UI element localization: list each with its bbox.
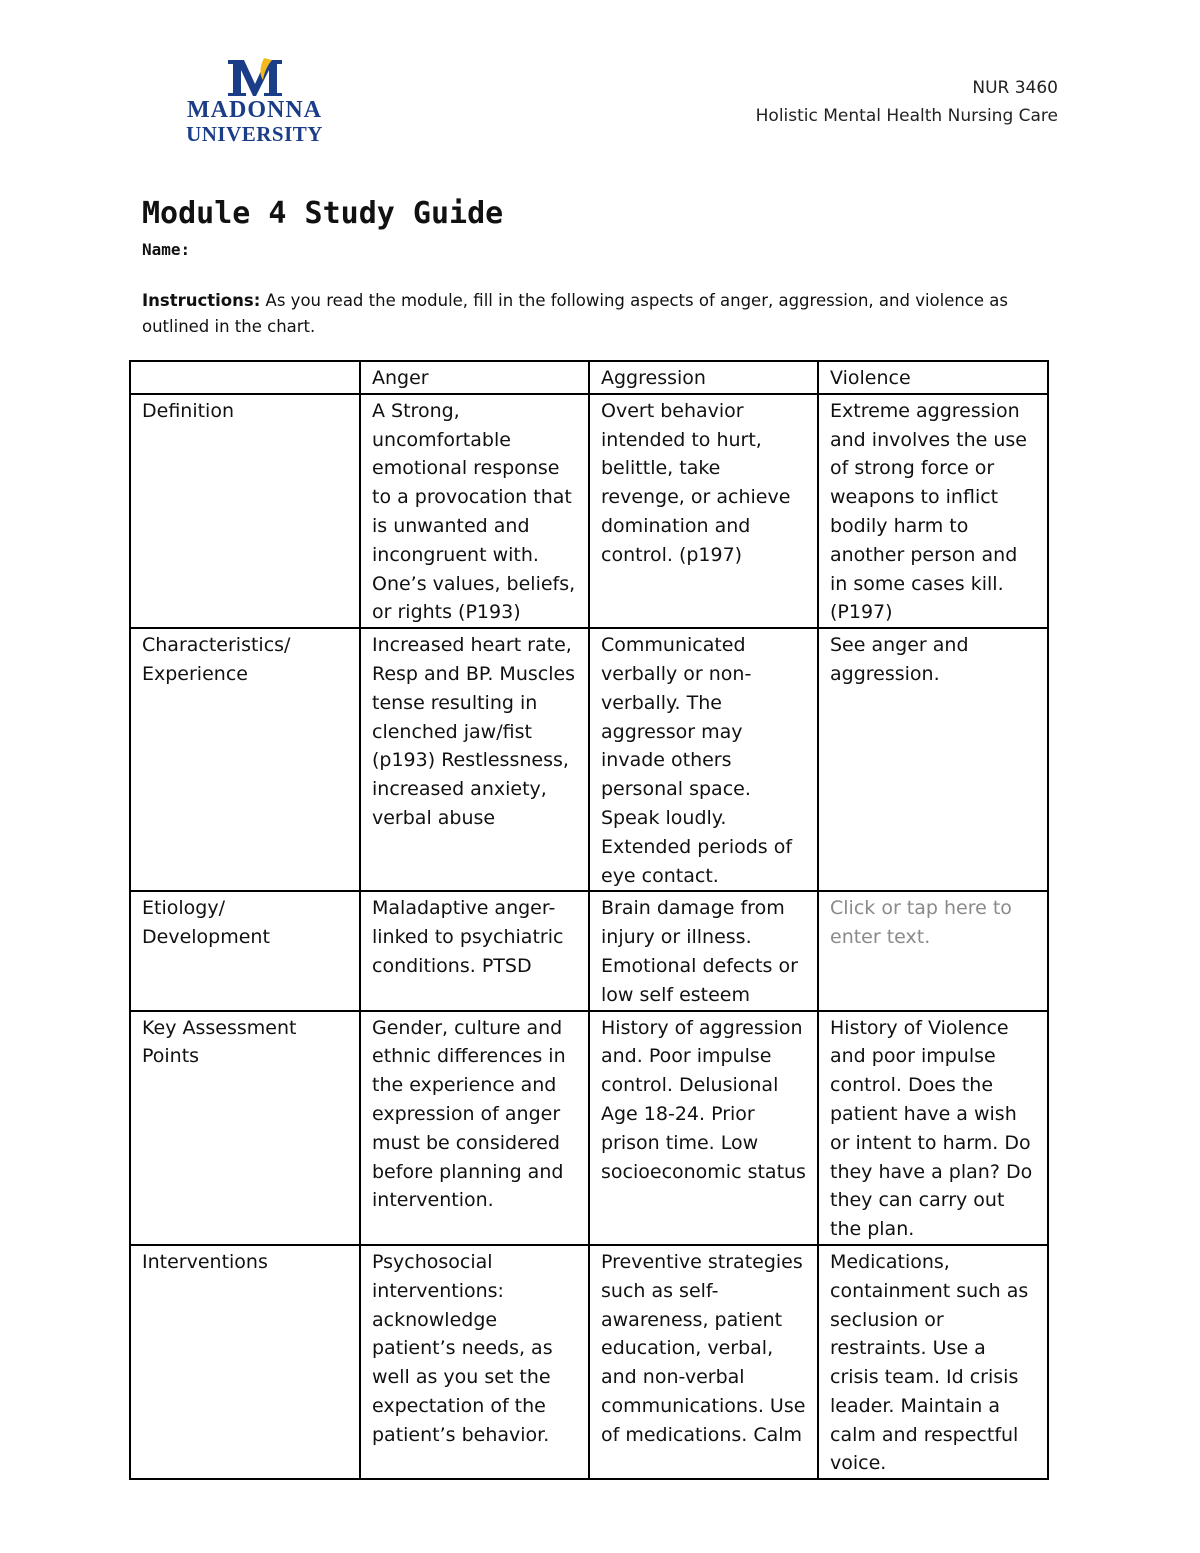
cell-aggression[interactable]: Communicated verbally or non-verbally. The aggressor may invade others personal space. Speak loudly. Extended periods of eye contact. [589, 628, 818, 891]
row-label: Interventions [130, 1245, 360, 1479]
cell-violence[interactable]: Extreme aggression and involves the use of strong force or weapons to inflict bodily harm to another person and in some cases kill. (P197) [818, 394, 1048, 628]
course-header [756, 74, 1058, 130]
table-row-key-assessment [130, 1011, 1048, 1245]
cell-anger[interactable]: Maladaptive anger-linked to psychiatric conditions. PTSD [360, 891, 589, 1010]
cell-anger[interactable]: Psychosocial interventions: acknowledge patient’s needs, as well as you set the expectation of the patient’s behavior. [360, 1245, 589, 1479]
cell-violence[interactable]: See anger and aggression. [818, 628, 1048, 891]
table-row-definition [130, 394, 1048, 628]
page-title: Module 4 Study Guide [142, 196, 504, 231]
instructions-label: Instructions: [142, 291, 261, 310]
cell-anger[interactable]: A Strong, uncomfortable emotional response to a provocation that is unwanted and incongruent with. One’s values, beliefs, or rights (P193) [360, 394, 589, 628]
course-name: Holistic Mental Health Nursing Care [755, 106, 1058, 126]
header-cell-aggression: Aggression [589, 361, 818, 394]
cell-anger[interactable]: Gender, culture and ethnic differences in the experience and expression of anger must be considered before planning and intervention. [360, 1011, 589, 1245]
header-cell-anger: Anger [360, 361, 589, 394]
cell-violence-placeholder[interactable]: Click or tap here to enter text. [818, 891, 1048, 1010]
row-label: Definition [130, 394, 360, 628]
logo-word-university: UNIVERSITY [186, 122, 323, 146]
cell-anger[interactable]: Increased heart rate, Resp and BP. Muscles tense resulting in clenched jaw/fist (p193) Restlessness, increased anxiety, verbal abuse [360, 628, 589, 891]
cell-aggression[interactable]: History of aggression and. Poor impulse control. Delusional Age 18-24. Prior prison time. Low socioeconomic status [589, 1011, 818, 1245]
row-label: Etiology/ Development [130, 891, 360, 1010]
table-row-characteristics [130, 628, 1048, 891]
table-row-etiology [130, 891, 1048, 1010]
instructions [142, 288, 1052, 340]
cell-aggression[interactable]: Brain damage from injury or illness. Emotional defects or low self esteem [589, 891, 818, 1010]
header-cell-violence: Violence [818, 361, 1048, 394]
cell-aggression[interactable]: Overt behavior intended to hurt, belittle, take revenge, or achieve domination and control. (p197) [589, 394, 818, 628]
table-row-interventions [130, 1245, 1048, 1479]
cell-violence[interactable]: History of Violence and poor impulse control. Does the patient have a wish or intent to harm. Do they have a plan? Do they can carry out the plan. [818, 1011, 1048, 1245]
university-logo [172, 56, 337, 148]
row-label: Characteristics/ Experience [130, 628, 360, 891]
cell-aggression[interactable]: Preventive strategies such as self-awareness, patient education, verbal, and non-verbal communications. Use of medications. Calm [589, 1245, 818, 1479]
course-code: NUR 3460 [972, 78, 1058, 98]
name-label: Name: [142, 240, 191, 259]
study-guide-table [129, 360, 1049, 1480]
madonna-m-logo-icon [224, 56, 286, 98]
logo-word-madonna: MADONNA [187, 97, 322, 123]
table-header-row [130, 361, 1048, 394]
row-label: Key Assessment Points [130, 1011, 360, 1245]
header-cell-empty [130, 361, 360, 394]
cell-violence[interactable]: Medications, containment such as seclusion or restraints. Use a crisis team. Id crisis leader. Maintain a calm and respectful voice. [818, 1245, 1048, 1479]
instructions-text: As you read the module, fill in the following aspects of anger, aggression, and violence as outlined in the chart. [142, 291, 1009, 336]
